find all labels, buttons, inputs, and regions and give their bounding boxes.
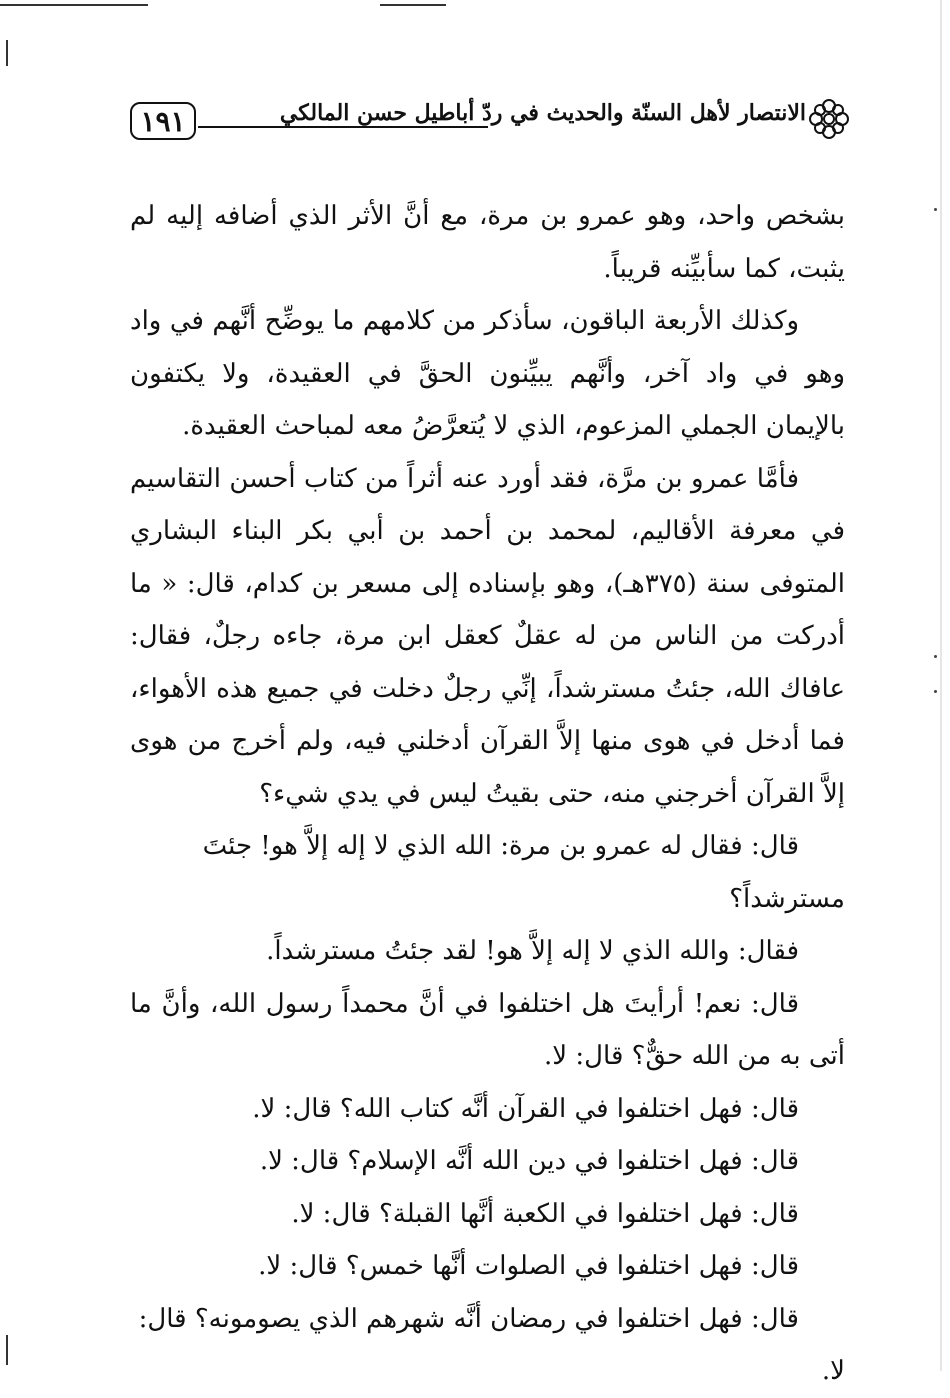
paragraph: وكذلك الأربعة الباقون، سأذكر من كلامهم ما يوضِّح أنَّهم في واد وهو في واد آخر، وأنَّهم يبيِّنون الحقَّ في العقيدة، ولا يكتفون بالإيمان الجملي المزعوم، الذي لا يُتعرَّضُ معه لمباحث العقيدة. <box>130 306 845 441</box>
dialogue-line: قال: نعم! أرأيتَ هل اختلفوا في أنَّ محمداً رسول الله، وأنَّ ما أتى به من الله حقٌّ؟ قال: لا. <box>130 988 845 1071</box>
scan-edge-line <box>380 4 446 6</box>
dialogue-line: قال: فهل اختلفوا في رمضان أنَّه شهرهم الذي يصومونه؟ قال: لا. <box>138 1303 845 1386</box>
scan-speck <box>934 655 937 658</box>
dialogue-line: فقال: والله الذي لا إله إلاَّ هو! لقد جئتُ مسترشداً. <box>266 936 799 966</box>
dialogue-line: قال: فقال له عمرو بن مرة: الله الذي لا إله إلاَّ هو! جئتَ مسترشداً؟ <box>202 831 845 914</box>
header-rule <box>198 126 488 128</box>
scan-edge-line <box>6 40 8 66</box>
running-header <box>128 96 848 156</box>
page-body <box>130 190 845 1398</box>
page-number: ١٩١ <box>130 102 196 140</box>
paragraph: فأمَّا عمرو بن مرَّة، فقد أورد عنه أثراً من كتاب أحسن التقاسيم في معرفة الأقاليم، لمحمد بن أحمد بن أبي بكر البناء البشاري المتوفى سنة (٣٧٥هـ)، وهو بإسناده إلى مسعر بن كدام، قال: « ما أدركت من الناس من له عقلٌ كعقل ابن مرة، جاءه رجلٌ، فقال: عافاك الله، جئتُ مسترشداً، إنِّي رجلٌ دخلت في جميع هذه الأهواء، فما أدخل في هوى منها إلاَّ القرآن أدخلني فيه، ولم أخرج من هوى إلاَّ القرآن أخرجني منه، حتى بقيتُ ليس في يدي شيء؟ <box>130 463 845 809</box>
dialogue-line: قال: فهل اختلفوا في الكعبة أنَّها القبلة؟ قال: لا. <box>291 1198 799 1229</box>
scan-edge-line <box>940 0 942 1371</box>
dialogue-line: قال: فهل اختلفوا في القرآن أنَّه كتاب الله؟ قال: لا. <box>252 1093 799 1124</box>
scan-speck <box>934 690 937 693</box>
dialogue-line: قال: فهل اختلفوا في دين الله أنَّه الإسلام؟ قال: لا. <box>259 1146 799 1176</box>
scan-edge-line <box>0 4 148 6</box>
paragraph: بشخص واحد، وهو عمرو بن مرة، مع أنَّ الأثر الذي أضافه إليه لم يثبت، كما سأبيِّنه قريباً. <box>130 201 845 284</box>
scan-speck <box>934 208 937 211</box>
running-title: الانتصار لأهل السنّة والحديث في ردّ أباطيل حسن المالكي <box>279 100 806 126</box>
flower-ornament-icon <box>806 96 852 142</box>
dialogue-line: قال: فهل اختلفوا في الصلوات أنَّها خمس؟ قال: لا. <box>258 1251 799 1281</box>
scan-edge-line <box>6 1335 8 1365</box>
